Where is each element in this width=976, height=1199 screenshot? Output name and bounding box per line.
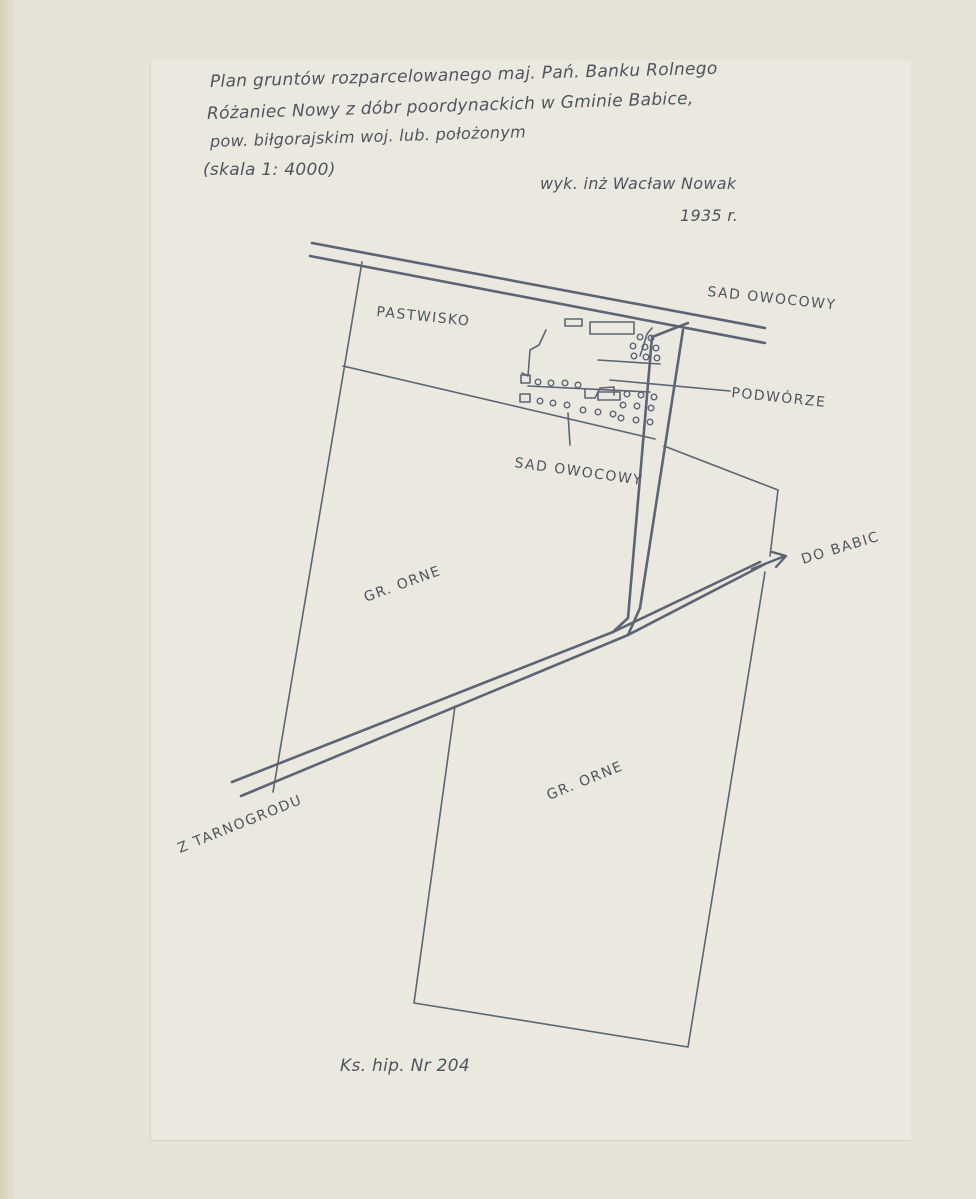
scale-note: (skala 1: 4000) xyxy=(203,160,336,180)
road-arrow xyxy=(752,552,786,569)
label-sad-owocowy-bottom: SAD OWOCOWY xyxy=(513,455,644,489)
title-line-1: Plan gruntów rozparcelowanego maj. Pań. Banku Rolnego xyxy=(209,58,718,92)
land-register-number: Ks. hip. Nr 204 xyxy=(340,1056,470,1076)
title-line-3: pow. biłgorajskim woj. lub. położonym xyxy=(209,122,527,151)
author-note: wyk. inż Wacław Nowak xyxy=(540,174,737,193)
label-gr-orne-lower: GR. ORNE xyxy=(544,758,626,804)
label-z-tarnogrodu: Z TARNOGRODU xyxy=(175,792,305,857)
label-do-babic: DO BABIC xyxy=(799,528,882,568)
year-note: 1935 r. xyxy=(680,206,739,225)
orchard-trees xyxy=(535,334,660,425)
top-road xyxy=(310,243,765,343)
label-podworze: PODWÓRZE xyxy=(730,385,828,411)
label-gr-orne-upper: GR. ORNE xyxy=(361,563,444,606)
parcel-boundaries xyxy=(273,262,778,1047)
title-line-2: Różaniec Nowy z dóbr poordynackich w Gminie Babice, xyxy=(206,88,694,124)
main-road xyxy=(232,562,765,796)
label-sad-owocowy-top: SAD OWOCOWY xyxy=(706,284,838,314)
label-pastwisko: PASTWISKO xyxy=(375,304,472,330)
farm-lane xyxy=(628,323,688,618)
